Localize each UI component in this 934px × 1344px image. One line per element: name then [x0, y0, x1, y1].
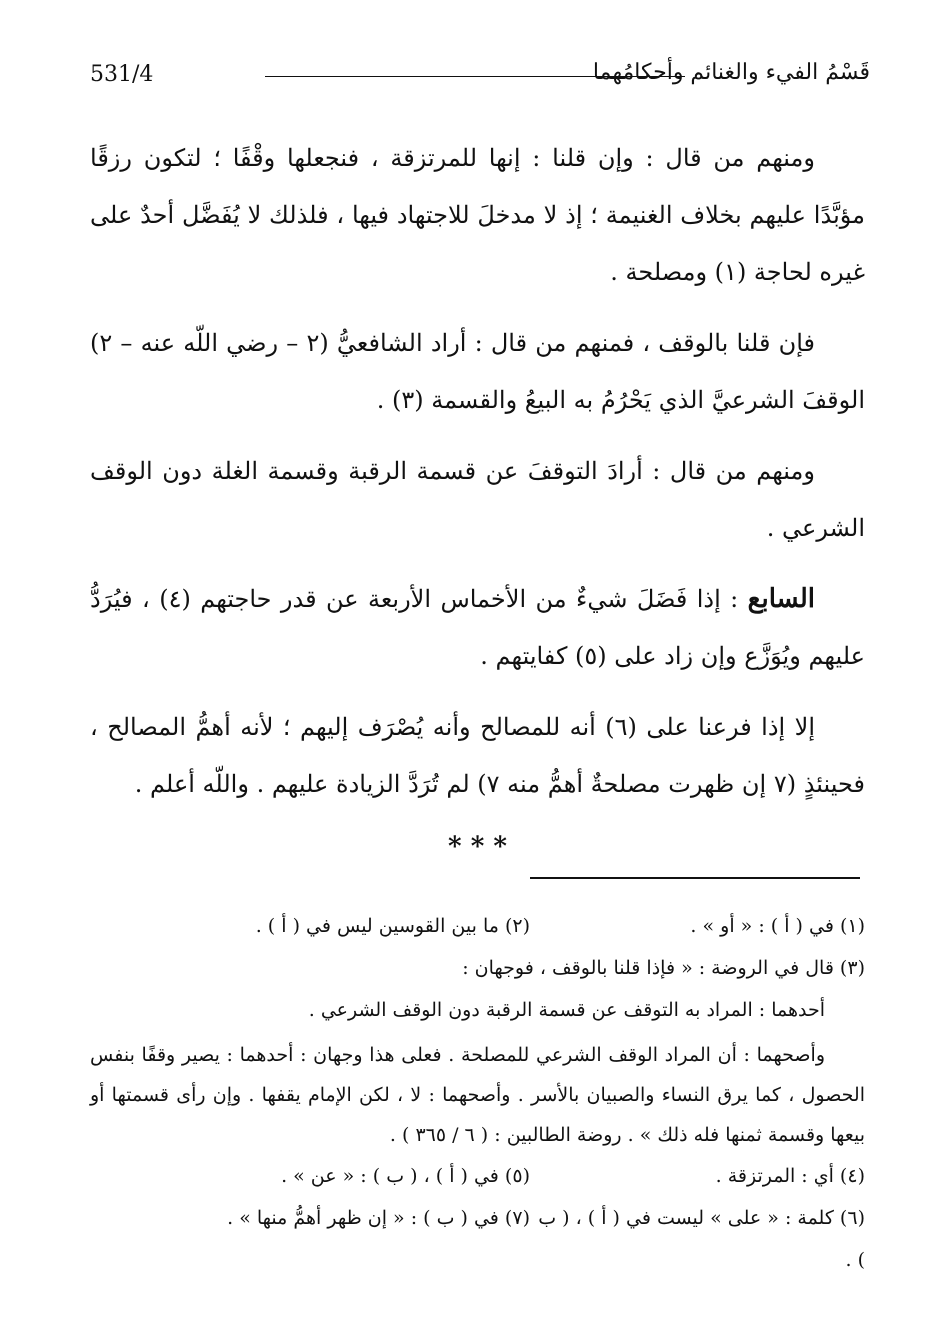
footnote-rule: [530, 877, 860, 879]
paragraph-4-text: : إذا فَضَلَ شيءٌ من الأخماس الأربعة عن قدر حاجتهم (٤) ، فيُرَدُّ عليهم ويُوَزَّع وإن زاد على (٥) كفايتهم .: [90, 585, 865, 670]
footnote-3-part-b: وأصحهما : أن المراد الوقف الشرعي للمصلحة . فعلى هذا وجهان : أحدهما : يصير وقفًا بنفس الحصول ، كما يرق النساء والصبيان بالأسر . وأصحهما : لا ، لكن الإمام يقفها . وإن رأى قسمتها أو بيعها وقسمة ثمنها فله ذلك » . روضة الطالبين : ( ٦ / ٣٦٥ ) .: [90, 1044, 865, 1146]
paragraph-1: ومنهم من قال : وإن قلنا : إنها للمرتزقة ، فنجعلها وقْفًا ؛ لتكون رزقًا مؤبَّدًا عليهم بخلاف الغنيمة ؛ إذ لا مدخلَ للاجتهاد فيها ، فلذلك لا يُفَضَّل أحدٌ على غيره لحاجة (١) ومصلحة .: [90, 144, 865, 286]
page-number: 531/4: [90, 62, 154, 87]
paragraph-5: إلا إذا فرعنا على (٦) أنه للمصالح وأنه يُصْرَف إليهم ؛ لأنه أهمُّ المصالح ، فحينئذٍ (٧ إن ظهرت مصلحةٌ أهمُّ منه ٧) لم تُرَدَّ الزيادة عليهم . واللّه أعلم .: [90, 713, 865, 798]
footnote-row: [90, 1197, 865, 1281]
footnotes: [90, 905, 865, 1281]
footnote-5: (٥) في ( أ ) ، ( ب ) : « عن » .: [281, 1165, 530, 1187]
page-header: [90, 58, 870, 98]
footnote-1: (١) في ( أ ) : « أو » .: [690, 915, 865, 937]
footnote-3: (٣) قال في الروضة : « فإذا قلنا بالوقف ، فوجهان :: [462, 957, 865, 979]
paragraph-3: ومنهم من قال : أرادَ التوقفَ عن قسمة الرقبة وقسمة الغلة دون الوقف الشرعي .: [90, 457, 865, 542]
main-text: [90, 130, 865, 867]
running-title: قَسْمُ الفيء والغنائم وأحكامُهما: [592, 60, 870, 85]
footnote-3-part-a: أحدهما : المراد به التوقف عن قسمة الرقبة دون الوقف الشرعي .: [308, 999, 825, 1021]
footnote-row: [90, 1155, 865, 1197]
section-label-seventh: السابع: [747, 584, 815, 614]
footnote-2: (٢) ما بين القوسين ليس في ( أ ) .: [255, 915, 530, 937]
footnote-4: (٤) أي : المرتزقة .: [715, 1165, 865, 1187]
footnote-6: (٦) كلمة : « على » ليست في ( أ ) ، ( ب ) .: [538, 1207, 865, 1271]
section-separator: * * *: [448, 832, 507, 862]
footnote-7: (٧) في ( ب ) : « إن ظهر أهمُّ منها » .: [227, 1207, 530, 1229]
paragraph-4: [90, 571, 865, 685]
paragraph-2: فإن قلنا بالوقف ، فمنهم من قال : أراد الشافعيُّ (٢ – رضي اللّه عنه – ٢) الوقفَ الشرعيَّ الذي يَحْرُمُ به البيعُ والقسمة (٣) .: [90, 329, 865, 414]
footnote-row: [90, 905, 865, 947]
